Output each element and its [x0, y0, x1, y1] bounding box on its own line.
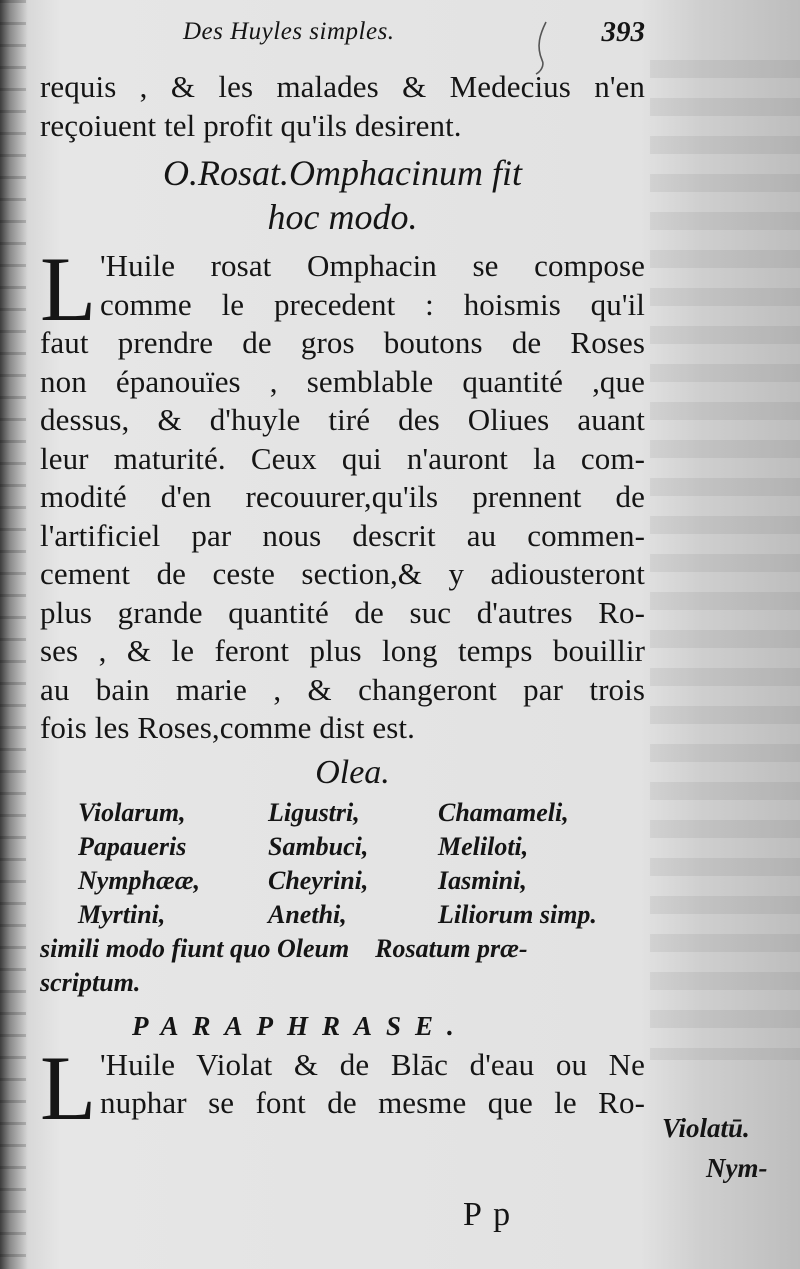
- text-line: modité d'en recouurer,qu'ils prennent de: [40, 479, 645, 514]
- margin-note: Violatū.: [662, 1113, 750, 1143]
- page-number: 393: [601, 16, 645, 48]
- simili-modo-part1: simili modo fiunt quo Oleum: [40, 933, 350, 963]
- olea-item: Chamameli,: [438, 797, 569, 827]
- text-line: comme le precedent : hoismis qu'il: [100, 286, 645, 322]
- text-line: faut prendre de gros boutons de Roses: [40, 325, 645, 360]
- paragraph-paraphrase: [40, 1036, 645, 1139]
- text-line: 'Huile rosat Omphacin se compose: [100, 248, 645, 283]
- drop-cap: L: [40, 238, 97, 340]
- text-line: requis , & les malades & Medecius n'en: [40, 69, 645, 104]
- section-heading-line2: hoc modo.: [267, 197, 418, 237]
- main-text: [40, 68, 645, 1139]
- show-through-text: [650, 60, 800, 1060]
- text-line: l'artificiel par nous descrit au commen-: [40, 517, 645, 553]
- text-line: non épanouïes , semblable quantité ,que: [40, 363, 645, 399]
- olea-item: Sambuci,: [268, 831, 369, 861]
- running-title: Des Huyles simples.: [183, 18, 395, 45]
- text-line: fois les Roses,comme dist est.: [40, 710, 415, 745]
- margin-note: Nym-: [706, 1153, 768, 1183]
- text-line: au bain marie , & changeront par trois: [40, 671, 645, 707]
- olea-item: Cheyrini,: [268, 865, 369, 895]
- olea-item: Anethi,: [268, 899, 347, 929]
- simili-modo-line2: scriptum.: [40, 967, 141, 997]
- margin-notes: [662, 1108, 800, 1188]
- section-heading: O.Rosat.Omphacinum fit: [163, 153, 522, 193]
- text-line: nuphar se font de mesme que le Ro-: [100, 1085, 645, 1120]
- simili-modo-line: [40, 932, 645, 966]
- text-line: ses , & le feront plus long temps bouillir: [40, 633, 645, 668]
- olea-item: Nymphææ,: [78, 865, 201, 895]
- olea-row: [78, 830, 658, 864]
- olea-row: [78, 796, 658, 830]
- text-line: cement de ceste section,& y adiousteront: [40, 556, 645, 591]
- paraphrase-title: PARAPHRASE.: [132, 1010, 468, 1041]
- olea-item: Liliorum simp.: [438, 899, 597, 929]
- drop-cap: L: [40, 1036, 97, 1139]
- olea-item: Ligustri,: [268, 797, 360, 827]
- text-line: 'Huile Violat & de Blāc d'eau ou Ne: [100, 1046, 645, 1082]
- signature-mark: P p: [463, 1196, 513, 1233]
- olea-item: Myrtini,: [78, 899, 166, 929]
- page-header: [175, 14, 645, 54]
- olea-row: [78, 898, 658, 932]
- text-line: dessus, & d'huyle tiré des Oliues auant: [40, 402, 645, 437]
- paragraph-omphacin: [40, 238, 645, 748]
- olea-item: Iasmini,: [438, 865, 527, 895]
- olea-title: Olea.: [315, 753, 390, 791]
- olea-row: [78, 864, 658, 898]
- olea-item: Violarum,: [78, 797, 186, 827]
- page-binding: [0, 0, 26, 1269]
- text-line: reçoiuent tel profit qu'ils desirent.: [40, 107, 462, 143]
- olea-item: Papaueris: [78, 831, 187, 861]
- text-line: plus grande quantité de suc d'autres Ro-: [40, 594, 645, 630]
- olea-item: Meliloti,: [438, 831, 529, 861]
- olea-list: [78, 796, 658, 932]
- simili-modo-part2: Rosatum præ-: [375, 933, 528, 963]
- text-line: leur maturité. Ceux qui n'auront la com-: [40, 440, 645, 476]
